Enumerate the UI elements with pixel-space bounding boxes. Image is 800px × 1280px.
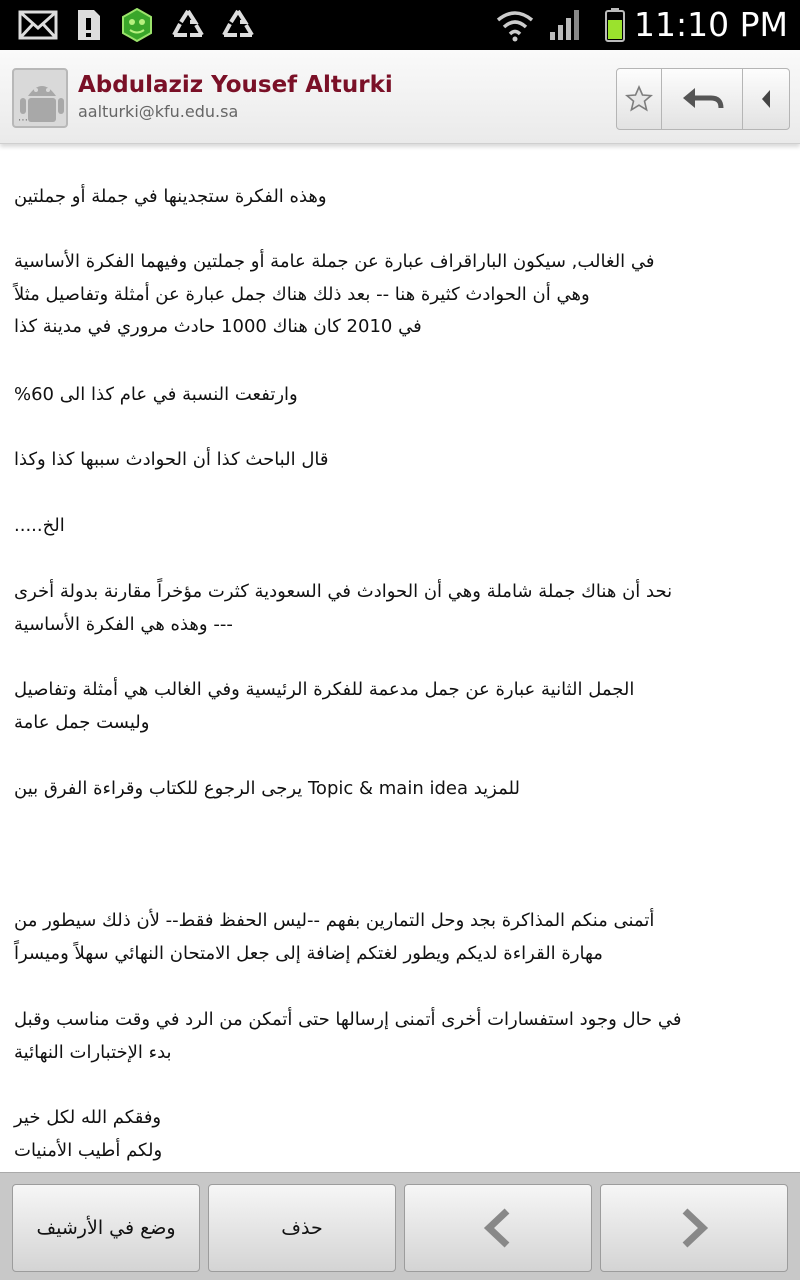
- wifi-icon: [496, 8, 534, 42]
- body-line: مهارة القراءة لديكم ويطور لغتكم إضافة إلى جعل الامتحان النهائي سهلاً وميسراً: [14, 943, 603, 964]
- clock: 11:10 PM: [634, 5, 788, 44]
- game-app-icon: [120, 8, 154, 42]
- body-line: وفقكم الله لكل خير: [14, 1107, 162, 1128]
- body-line: في الغالب, سيكون الباراقراف عبارة عن جملة عامة أو جملتين وفيهما الفكرة الأساسية: [14, 251, 655, 272]
- body-line: الجمل الثانية عبارة عن جمل مدعمة للفكرة الرئيسية وفي الغالب هي أمثلة وتفاصيل: [14, 679, 635, 700]
- body-line: بدء الإختبارات النهائية: [14, 1042, 172, 1063]
- body-line: وهذه الفكرة ستجدينها في جملة أو جملتين: [14, 186, 327, 207]
- body-line: ولكم أطيب الأمنيات: [14, 1140, 163, 1161]
- body-line: وليست جمل عامة: [14, 712, 150, 733]
- body-line: الخ.....: [14, 515, 65, 536]
- sender-name: Abdulaziz Yousef Alturki: [78, 72, 393, 98]
- body-line: نحد أن هناك جملة شاملة وهي أن الحوادث في السعودية كثرت مؤخراً مقارنة بدولة أخرى: [14, 581, 673, 602]
- delete-button[interactable]: حذف: [208, 1184, 396, 1272]
- signal-icon: [548, 8, 582, 42]
- sd-card-alert-icon: [74, 8, 102, 42]
- body-line: قال الباحث كذا أن الحوادث سببها كذا وكذا: [14, 449, 329, 470]
- chevron-right-icon: [677, 1207, 711, 1249]
- body-line: للمزيد Topic & main idea يرجى الرجوع للكتاب وقراءة الفرق بين: [14, 778, 520, 799]
- sender-email: aalturki@kfu.edu.sa: [78, 102, 239, 121]
- older-message-button[interactable]: [600, 1184, 788, 1272]
- body-line: وهي أن الحوادث كثيرة هنا -- بعد ذلك هناك جمل عبارة عن أمثلة وتفاصيل مثلاً: [14, 284, 590, 305]
- avatar-overflow-dots: ⋯: [18, 115, 28, 126]
- avatar[interactable]: [12, 68, 68, 128]
- message-header: [0, 50, 800, 144]
- header-action-buttons: [616, 68, 790, 130]
- body-line: أتمنى منكم المذاكرة بجد وحل التمارين بفهم --ليس الحفظ فقط-- لأن ذلك سيطور من: [14, 910, 655, 931]
- recycle-icon: [170, 8, 206, 42]
- body-line: وارتفعت النسبة في عام كذا الى 60%: [14, 384, 298, 405]
- battery-icon: [604, 8, 626, 42]
- reply-button[interactable]: [662, 69, 744, 129]
- bottom-action-bar: [0, 1172, 800, 1280]
- message-body: [0, 144, 800, 1172]
- newer-message-button[interactable]: [404, 1184, 592, 1272]
- reply-icon: [679, 84, 725, 114]
- mail-icon: [18, 8, 58, 42]
- star-button[interactable]: [617, 69, 662, 129]
- more-actions-button[interactable]: [743, 69, 789, 129]
- star-icon: [625, 85, 653, 113]
- body-line: --- وهذه هي الفكرة الأساسية: [14, 614, 233, 635]
- status-bar: [0, 0, 800, 50]
- archive-button[interactable]: وضع في الأرشيف: [12, 1184, 200, 1272]
- chevron-left-icon: [481, 1207, 515, 1249]
- more-icon: [758, 87, 774, 111]
- recycle-icon: [220, 8, 256, 42]
- body-line: في 2010 كان هناك 1000 حادث مروري في مدينة كذا: [14, 316, 422, 337]
- body-line: في حال وجود استفسارات أخرى أتمنى إرسالها حتى أتمكن من الرد في وقت مناسب وقبل: [14, 1009, 682, 1030]
